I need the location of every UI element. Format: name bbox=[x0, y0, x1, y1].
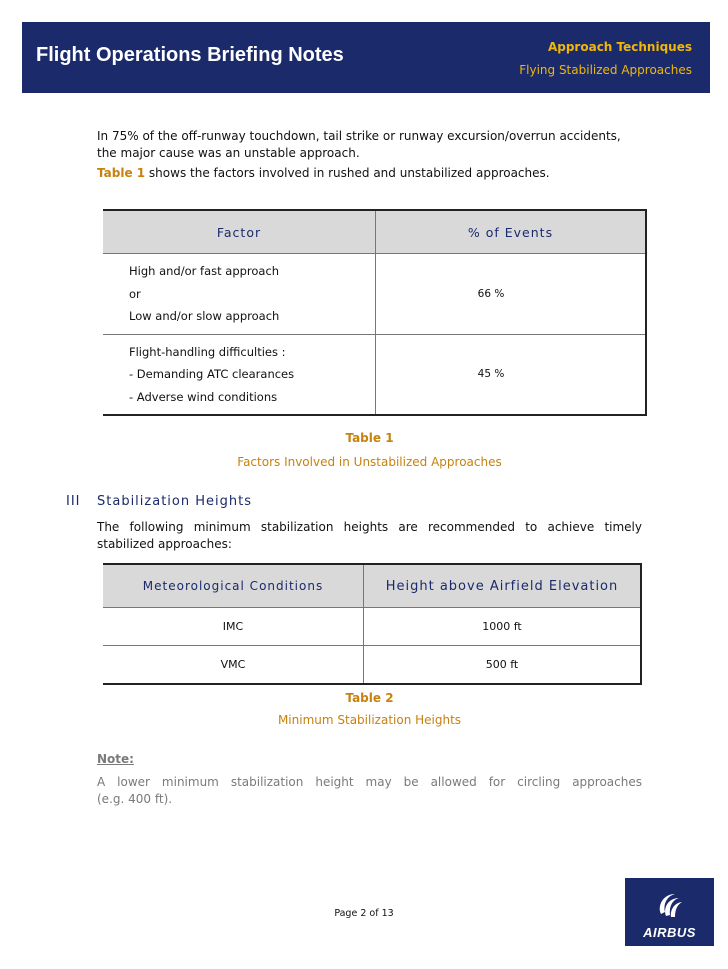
conditions-column-header: Meteorological Conditions bbox=[100, 564, 364, 608]
table-header-row bbox=[100, 564, 641, 608]
note-label: Note: bbox=[97, 752, 134, 766]
factor-line: Low and/or slow approach bbox=[129, 309, 280, 323]
factor-cell bbox=[100, 254, 376, 335]
factor-line: - Adverse wind conditions bbox=[129, 389, 278, 404]
airbus-logo bbox=[625, 878, 714, 946]
logo-wordmark: AIRBUS bbox=[643, 925, 696, 940]
factor-column-header: Factor bbox=[100, 210, 376, 254]
page-number: Page 2 of 13 bbox=[334, 908, 394, 919]
table-2-caption-title: Minimum Stabilization Heights bbox=[277, 713, 462, 727]
section-number: III bbox=[66, 494, 81, 509]
note-text bbox=[97, 774, 642, 808]
note-line: A lower minimum stabilization height may be allowed for circling approaches bbox=[97, 775, 642, 789]
percentage-cell: 66 % bbox=[376, 254, 647, 335]
header-topic-block bbox=[519, 40, 692, 77]
factor-line: - Demanding ATC clearances bbox=[129, 367, 295, 381]
height-cell: 500 ft bbox=[364, 646, 642, 685]
airbus-swirl-icon bbox=[653, 888, 687, 922]
percentage-cell: 45 % bbox=[376, 334, 647, 415]
condition-cell: VMC bbox=[100, 646, 364, 685]
table-2-caption-number: Table 2 bbox=[345, 691, 394, 705]
table-header-row bbox=[100, 210, 646, 254]
table-reference-paragraph bbox=[97, 165, 642, 182]
factors-table bbox=[97, 209, 647, 416]
note-line: (e.g. 400 ft). bbox=[97, 792, 173, 806]
height-cell: 1000 ft bbox=[364, 608, 642, 646]
section-heading bbox=[66, 494, 252, 509]
table-row bbox=[100, 608, 641, 646]
factor-cell bbox=[100, 334, 376, 415]
table-1-caption-number: Table 1 bbox=[345, 431, 394, 445]
factor-line: Flight-handling difficulties : bbox=[129, 344, 286, 359]
factor-line: High and/or fast approach bbox=[129, 264, 280, 278]
table-1-link[interactable]: Table 1 bbox=[97, 166, 146, 180]
table-1-caption-title: Factors Involved in Unstabilized Approaches bbox=[237, 455, 502, 469]
header-topic: Approach Techniques bbox=[547, 40, 692, 54]
table-reference-text: shows the factors involved in rushed and unstabilized approaches. bbox=[145, 166, 550, 180]
height-column-header: Height above Airfield Elevation bbox=[364, 564, 642, 608]
document-title: Flight Operations Briefing Notes bbox=[36, 44, 344, 66]
table-row bbox=[100, 254, 646, 335]
table-row bbox=[100, 334, 646, 415]
header-subtopic: Flying Stabilized Approaches bbox=[519, 63, 692, 77]
condition-cell: IMC bbox=[100, 608, 364, 646]
page-header bbox=[22, 22, 710, 93]
table-row bbox=[100, 646, 641, 685]
stabilization-heights-table bbox=[97, 563, 642, 685]
stabilization-paragraph bbox=[97, 519, 642, 553]
paragraph-line: The following minimum stabilization heights are recommended to achieve timely bbox=[97, 520, 642, 534]
section-title: Stabilization Heights bbox=[97, 494, 252, 509]
paragraph-line: stabilized approaches: bbox=[97, 537, 232, 551]
events-column-header: % of Events bbox=[376, 210, 647, 254]
intro-paragraph: In 75% of the off-runway touchdown, tail strike or runway excursion/overrun accidents, the major cause was an unstable approach. bbox=[97, 129, 621, 160]
factor-line: or bbox=[129, 286, 141, 301]
